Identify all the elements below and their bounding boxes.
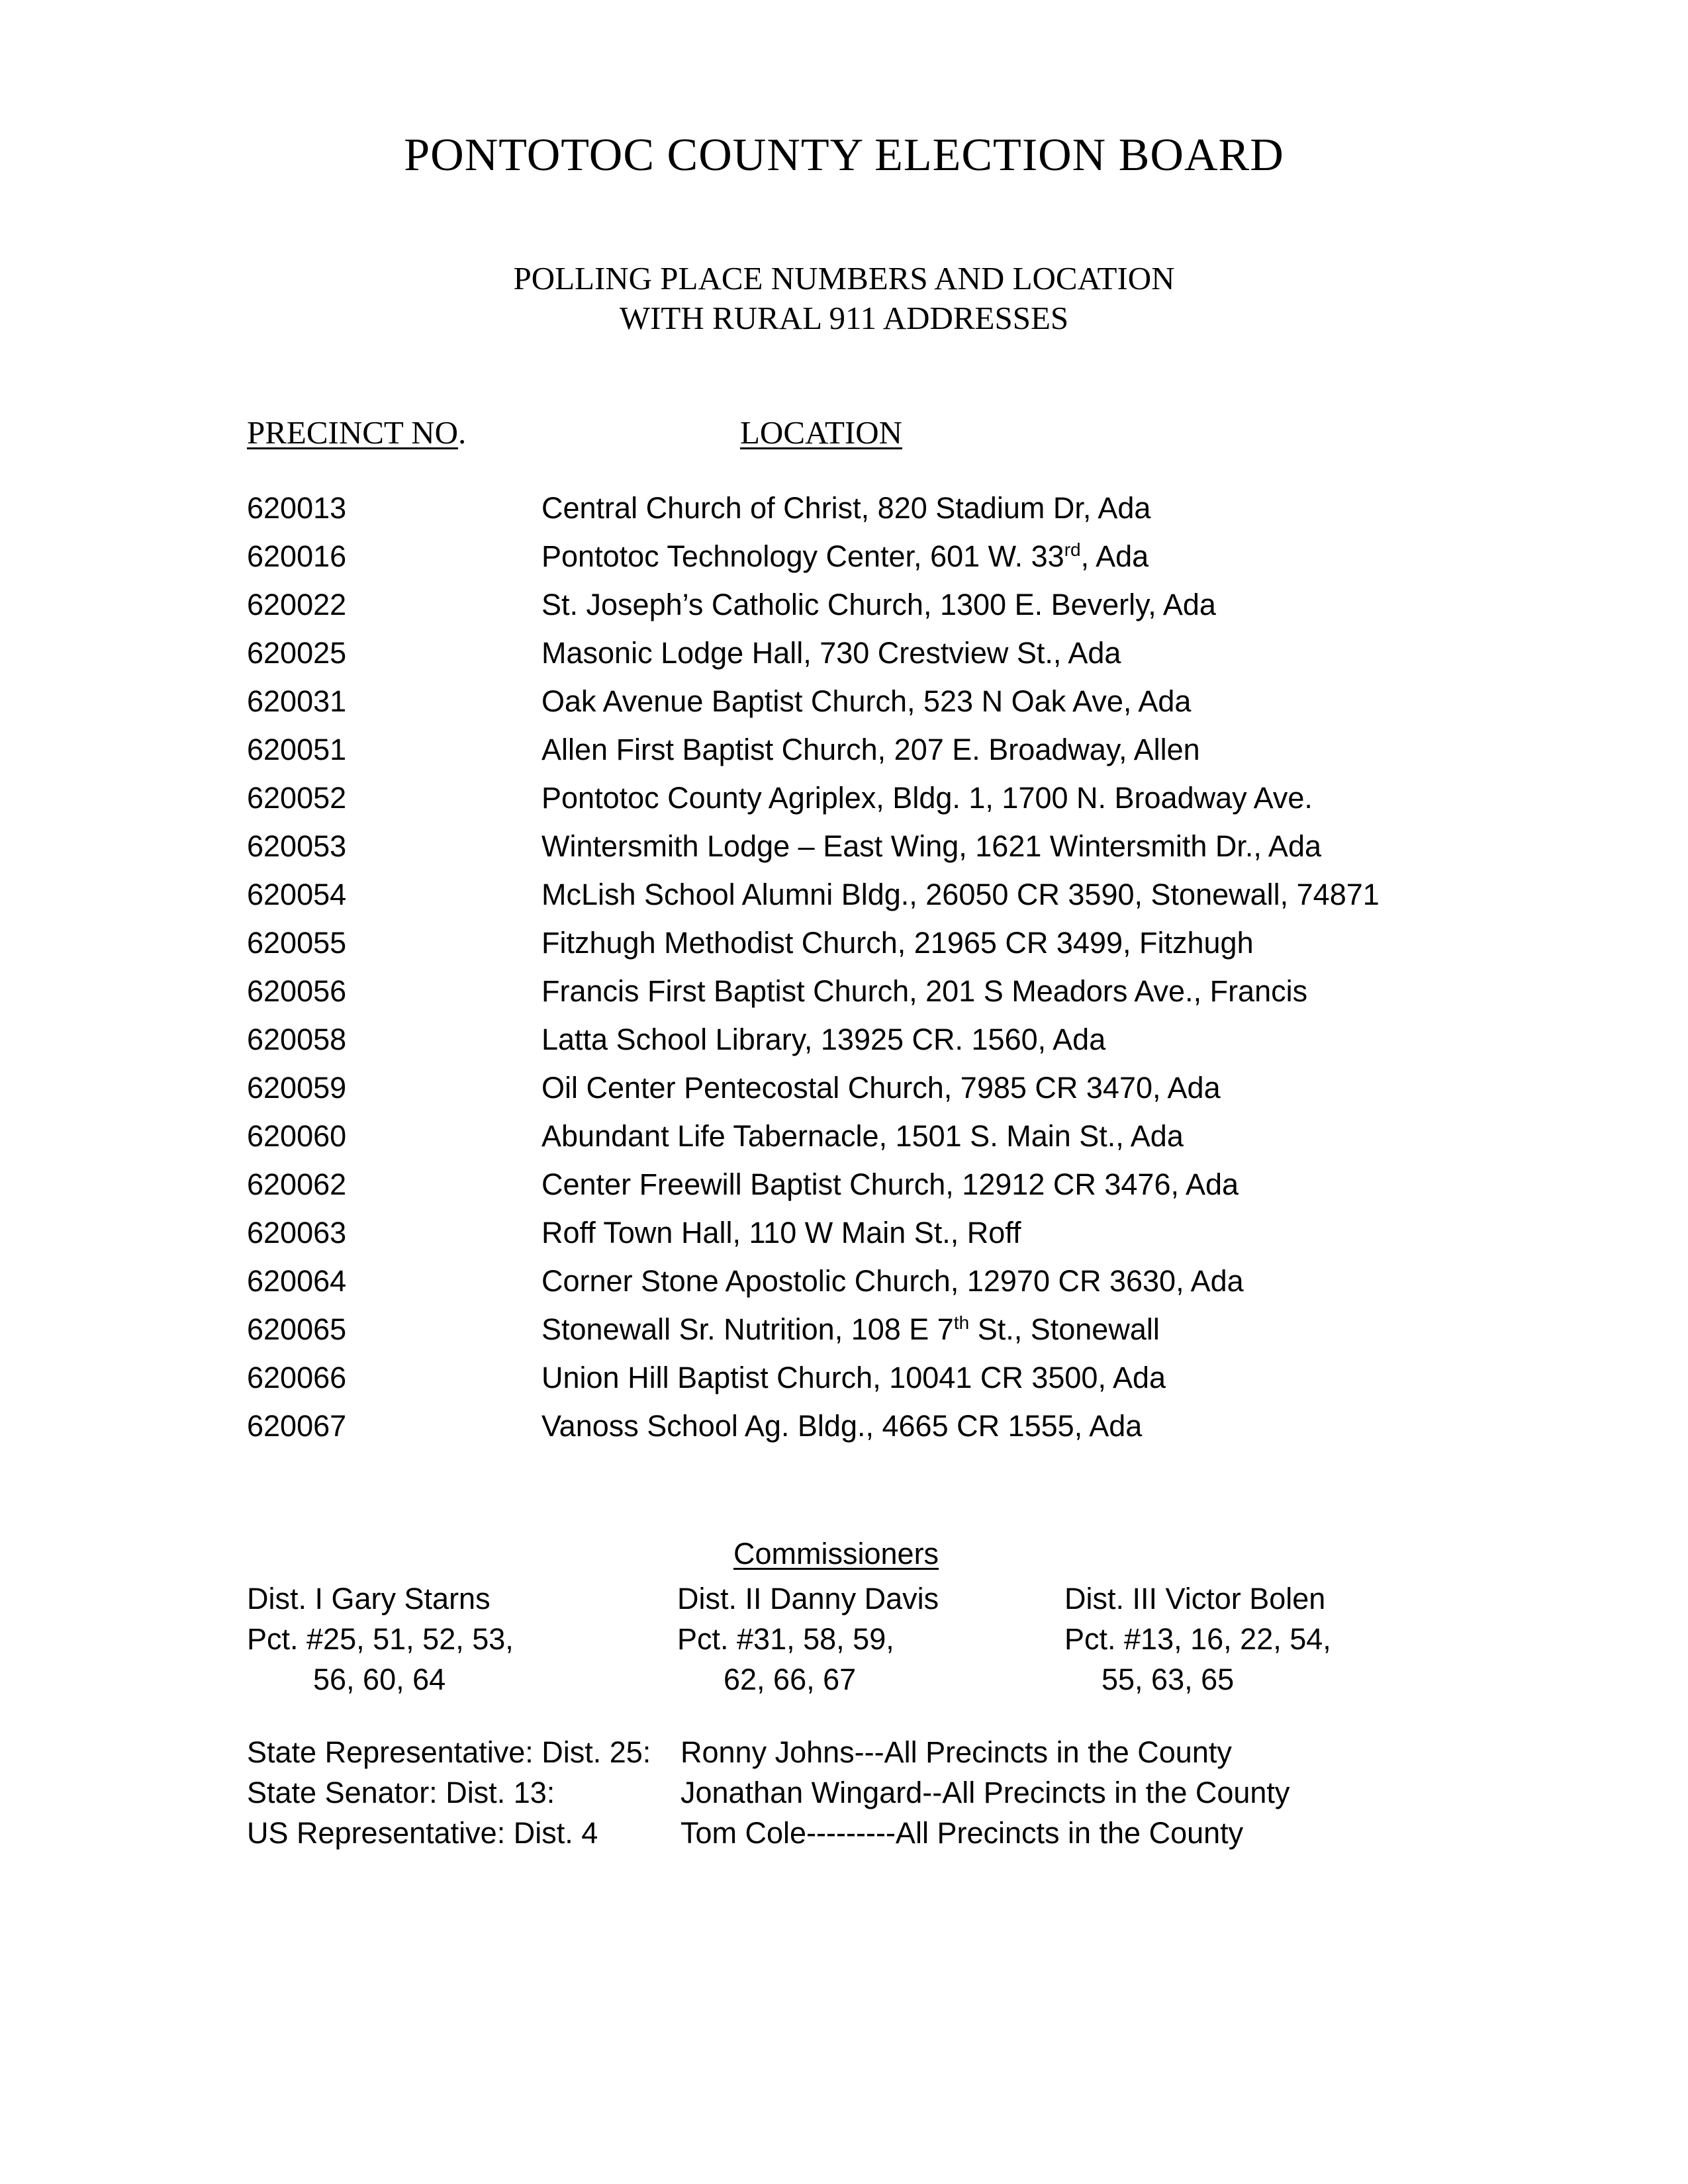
precinct-location: Oak Avenue Baptist Church, 523 N Oak Ave, Ada [541, 684, 1192, 718]
precinct-row [247, 829, 1571, 878]
location-text-end: , Ada [1080, 539, 1149, 573]
precinct-location: Corner Stone Apostolic Church, 12970 CR 3630, Ada [541, 1264, 1244, 1298]
precinct-location [541, 539, 1149, 574]
precinct-location: Masonic Lodge Hall, 730 Crestview St., Ada [541, 636, 1121, 670]
precinct-row [247, 781, 1571, 829]
precinct-location: Francis First Baptist Church, 201 S Meadors Ave., Francis [541, 974, 1308, 1008]
precinct-row [247, 1119, 1571, 1167]
precinct-number: 620065 [247, 1312, 347, 1346]
precinct-row [247, 1312, 1571, 1361]
precinct-number: 620066 [247, 1361, 347, 1394]
precinct-location: McLish School Alumni Bldg., 26050 CR 3590, Stonewall, 74871 [541, 878, 1380, 911]
commissioner-district-2 [677, 1578, 939, 1700]
precinct-number: 620053 [247, 829, 347, 863]
precinct-row [247, 491, 1571, 539]
location-text: Pontotoc Technology Center, 601 W. 33 [541, 539, 1064, 573]
ordinal-suffix: rd [1064, 539, 1081, 560]
precinct-row [247, 733, 1571, 781]
precinct-location: Central Church of Christ, 820 Stadium Dr, Ada [541, 491, 1151, 525]
precinct-number: 620031 [247, 684, 347, 718]
precinct-number: 620062 [247, 1167, 347, 1201]
rep-holder-state-representative: Ronny Johns---All Precincts in the County [680, 1735, 1232, 1769]
precinct-location: Center Freewill Baptist Church, 12912 CR 3476, Ada [541, 1167, 1239, 1201]
precinct-row [247, 1071, 1571, 1119]
precinct-location: Latta School Library, 13925 CR. 1560, Ada [541, 1023, 1106, 1056]
district-precincts-line2: 56, 60, 64 [313, 1662, 446, 1696]
precinct-number: 620059 [247, 1071, 347, 1105]
precinct-number: 620055 [247, 926, 347, 960]
precinct-location: Fitzhugh Methodist Church, 21965 CR 3499, Fitzhugh [541, 926, 1254, 960]
ordinal-suffix: th [953, 1312, 970, 1333]
precinct-number: 620051 [247, 733, 347, 766]
precinct-column-label: PRECINCT NO [247, 414, 459, 451]
precinct-row [247, 1409, 1571, 1457]
commissioners-heading: Commissioners [733, 1537, 939, 1570]
precinct-location: Pontotoc County Agriplex, Bldg. 1, 1700 N. Broadway Ave. [541, 781, 1313, 815]
precinct-number: 620054 [247, 878, 347, 911]
precinct-location: Roff Town Hall, 110 W Main St., Roff [541, 1216, 1021, 1250]
precinct-location [541, 1312, 1160, 1347]
precinct-row [247, 588, 1571, 636]
location-text-end: St., Stonewall [969, 1312, 1160, 1346]
precinct-number: 620058 [247, 1023, 347, 1056]
rep-office-state-senator: State Senator: Dist. 13: [247, 1776, 555, 1809]
precinct-row [247, 1216, 1571, 1264]
commissioner-district-3 [1064, 1578, 1331, 1700]
precinct-location: Vanoss School Ag. Bldg., 4665 CR 1555, Ada [541, 1409, 1143, 1443]
precinct-location: Wintersmith Lodge – East Wing, 1621 Wintersmith Dr., Ada [541, 829, 1321, 863]
precinct-location: Oil Center Pentecostal Church, 7985 CR 3470, Ada [541, 1071, 1221, 1105]
precinct-number: 620063 [247, 1216, 347, 1250]
precinct-row [247, 878, 1571, 926]
location-column-header [740, 414, 902, 451]
page-title: PONTOTOC COUNTY ELECTION BOARD [404, 130, 1284, 181]
rep-office-state-representative: State Representative: Dist. 25: [247, 1735, 651, 1769]
precinct-list [247, 491, 1571, 1457]
location-text: Stonewall Sr. Nutrition, 108 E 7 [541, 1312, 954, 1346]
precinct-row [247, 1023, 1571, 1071]
precinct-location: Abundant Life Tabernacle, 1501 S. Main St., Ada [541, 1119, 1184, 1153]
precinct-row [247, 1167, 1571, 1216]
district-precincts-line1: Pct. #25, 51, 52, 53, [247, 1622, 514, 1656]
subtitle-line-2: WITH RURAL 911 ADDRESSES [619, 300, 1069, 336]
precinct-row [247, 926, 1571, 974]
precinct-location: Union Hill Baptist Church, 10041 CR 3500, Ada [541, 1361, 1166, 1394]
precinct-location: Allen First Baptist Church, 207 E. Broadway, Allen [541, 733, 1200, 766]
precinct-row [247, 974, 1571, 1023]
district-precincts-line2: 55, 63, 65 [1102, 1662, 1235, 1696]
rep-office-us-representative: US Representative: Dist. 4 [247, 1816, 598, 1850]
rep-holder-us-representative: Tom Cole---------All Precincts in the County [680, 1816, 1244, 1850]
precinct-location: St. Joseph’s Catholic Church, 1300 E. Beverly, Ada [541, 588, 1216, 621]
precinct-number: 620013 [247, 491, 347, 525]
district-precincts-line1: Pct. #31, 58, 59, [677, 1622, 894, 1656]
precinct-column-header [247, 414, 466, 451]
district-name: Dist. III Victor Bolen [1064, 1582, 1326, 1615]
precinct-number: 620016 [247, 539, 347, 573]
location-column-label: LOCATION [740, 414, 902, 451]
precinct-number: 620025 [247, 636, 347, 670]
precinct-number: 620056 [247, 974, 347, 1008]
precinct-row [247, 636, 1571, 684]
district-name: Dist. I Gary Starns [247, 1582, 491, 1615]
district-precincts-line2: 62, 66, 67 [724, 1662, 857, 1696]
precinct-row [247, 684, 1571, 733]
precinct-column-period: . [458, 414, 467, 451]
precinct-number: 620052 [247, 781, 347, 815]
precinct-number: 620060 [247, 1119, 347, 1153]
precinct-row [247, 1264, 1571, 1312]
precinct-row [247, 1361, 1571, 1409]
precinct-row [247, 539, 1571, 588]
precinct-number: 620064 [247, 1264, 347, 1298]
precinct-number: 620067 [247, 1409, 347, 1443]
precinct-number: 620022 [247, 588, 347, 621]
district-name: Dist. II Danny Davis [677, 1582, 939, 1615]
rep-holder-state-senator: Jonathan Wingard--All Precincts in the County [680, 1776, 1290, 1809]
subtitle-line-1: POLLING PLACE NUMBERS AND LOCATION [513, 260, 1175, 296]
district-precincts-line1: Pct. #13, 16, 22, 54, [1064, 1622, 1331, 1656]
commissioner-district-1 [247, 1578, 514, 1700]
